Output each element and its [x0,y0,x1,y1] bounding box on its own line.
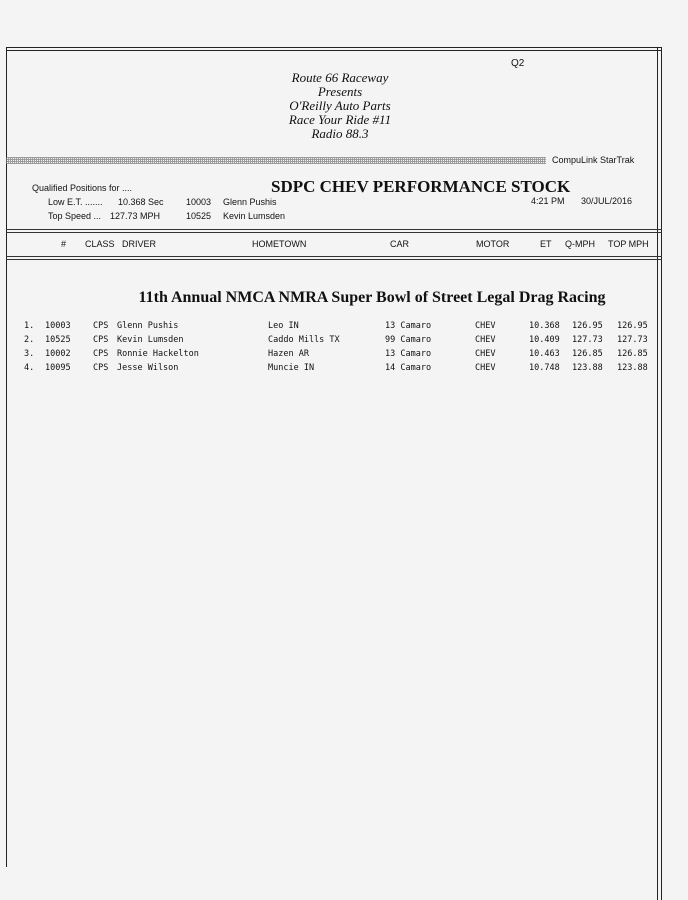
cell-num: 10525 [45,335,71,345]
low-et-car: 10003 [186,197,212,207]
cell-et: 10.463 [529,349,560,359]
frame-top-line [6,47,662,48]
frame-top-line-inner [6,50,662,51]
cell-class: CPS [93,363,109,373]
cell-hometown: Leo IN [268,321,299,331]
report-date: 30/JUL/2016 [581,196,633,206]
cell-num: 10003 [45,321,71,331]
col-header-topmph: TOP MPH [608,239,649,249]
heat-label: Q2 [511,58,525,69]
header-rule-bottom [6,256,662,257]
top-speed-driver: Kevin Lumsden [223,211,286,221]
col-header-qmph: Q-MPH [565,239,595,249]
cell-pos: 1. [24,321,35,331]
cell-qmph: 126.85 [572,349,603,359]
cell-motor: CHEV [475,335,496,345]
top-speed-label: Top Speed ... [48,211,102,221]
cell-car: 14 Camaro [385,363,432,373]
low-et-value: 10.368 Sec [118,197,164,207]
cell-topmph: 123.88 [617,363,648,373]
top-speed-value: 127.73 MPH [110,211,161,221]
col-header-driver: DRIVER [122,239,157,249]
cell-topmph: 126.95 [617,321,648,331]
table-row [0,335,688,349]
low-et-driver: Glenn Pushis [223,197,277,207]
cell-num: 10002 [45,349,71,359]
col-header-motor: MOTOR [476,239,510,249]
class-title: SDPC CHEV PERFORMANCE STOCK [271,177,571,196]
frame-left-line [6,47,7,867]
system-label: CompuLink StarTrak [552,155,635,165]
cell-car: 13 Camaro [385,349,432,359]
frame-right-line [657,47,658,900]
table-row [0,321,688,335]
cell-hometown: Muncie IN [268,363,315,373]
presenter-line: Presents [317,84,363,99]
cell-class: CPS [93,335,109,345]
cell-et: 10.409 [529,335,560,345]
cell-pos: 2. [24,335,35,345]
cell-motor: CHEV [475,321,496,331]
col-header-class: CLASS [85,239,115,249]
col-header-car: CAR [390,239,410,249]
header-rule-top [6,229,662,230]
cell-pos: 4. [24,363,35,373]
cell-topmph: 126.85 [617,349,648,359]
cell-qmph: 123.88 [572,363,603,373]
low-et-label: Low E.T. ....... [48,197,103,207]
cell-et: 10.748 [529,363,560,373]
col-header-hometown: HOMETOWN [252,239,307,249]
presenter-block [220,71,460,141]
col-header-et: ET [540,239,552,249]
cell-motor: CHEV [475,363,496,373]
cell-class: CPS [93,349,109,359]
cell-car: 13 Camaro [385,321,432,331]
presenter-line: Route 66 Raceway [291,70,389,85]
cell-car: 99 Camaro [385,335,432,345]
frame-right-line-outer [661,47,662,900]
cell-driver: Ronnie Hackelton [117,349,199,359]
cell-et: 10.368 [529,321,560,331]
cell-driver: Kevin Lumsden [117,335,184,345]
top-speed-car: 10525 [186,211,212,221]
header-rule-top-inner [6,232,662,233]
dotted-separator [6,157,546,164]
cell-driver: Jesse Wilson [117,363,179,373]
cell-driver: Glenn Pushis [117,321,179,331]
cell-topmph: 127.73 [617,335,648,345]
cell-pos: 3. [24,349,35,359]
report-time: 4:21 PM [531,196,565,206]
presenter-line: Race Your Ride #11 [288,112,392,127]
table-row [0,363,688,377]
header-rule-bottom-inner [6,259,662,260]
cell-motor: CHEV [475,349,496,359]
col-header-num: # [61,239,67,249]
event-title: 11th Annual NMCA NMRA Super Bowl of Street Legal Drag Racing [138,289,606,306]
cell-qmph: 126.95 [572,321,603,331]
cell-num: 10095 [45,363,71,373]
cell-hometown: Hazen AR [268,349,309,359]
cell-qmph: 127.73 [572,335,603,345]
qualified-label: Qualified Positions for .... [32,183,133,193]
presenter-line: Radio 88.3 [311,126,369,141]
table-row [0,349,688,363]
presenter-line: O'Reilly Auto Parts [289,98,391,113]
cell-class: CPS [93,321,109,331]
cell-hometown: Caddo Mills TX [268,335,340,345]
